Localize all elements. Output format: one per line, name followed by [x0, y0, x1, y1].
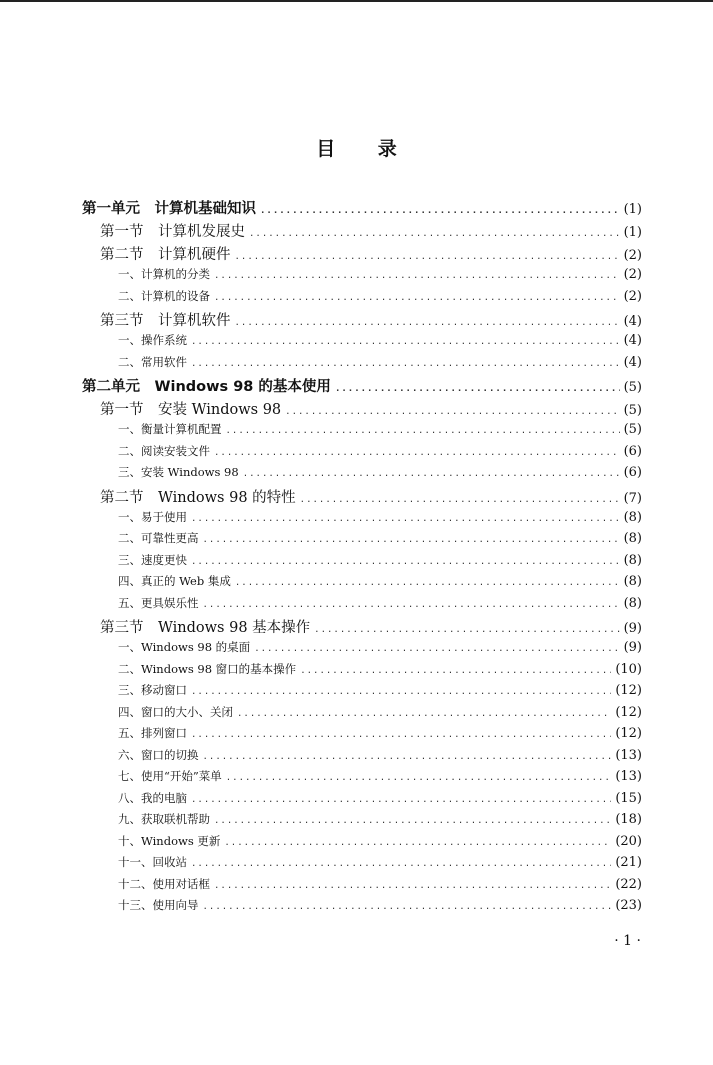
toc-entry-page: (8)	[623, 595, 642, 611]
toc-entry-label: 二、阅读安装文件	[118, 443, 210, 458]
dot-leader	[300, 666, 611, 676]
toc-subsection-entry[interactable]	[82, 443, 642, 465]
toc-subsection-entry[interactable]	[82, 288, 642, 310]
toc-entry-page: (9)	[623, 621, 642, 636]
toc-subsection-entry[interactable]	[82, 747, 642, 769]
toc-subsection-entry[interactable]	[82, 639, 642, 661]
dot-leader	[226, 773, 612, 783]
toc-entry-label: 第三节 计算机软件	[100, 313, 231, 329]
toc-entry-page: (4)	[623, 354, 642, 370]
toc-entry-label: 一、Windows 98 的桌面	[118, 640, 251, 654]
toc-subsection-entry[interactable]	[82, 897, 642, 919]
page-number: · 1 ·	[614, 933, 641, 949]
top-rule	[0, 0, 713, 2]
toc-entry-page: (8)	[623, 509, 642, 525]
toc-entry-label: 二、常用软件	[118, 354, 187, 369]
toc-subsection-entry[interactable]	[82, 266, 642, 288]
dot-leader	[214, 271, 620, 281]
toc-subsection-entry[interactable]	[82, 876, 642, 898]
dot-leader	[314, 625, 619, 635]
toc-entry-page: (22)	[615, 876, 642, 892]
page-title: 目 录	[316, 138, 415, 160]
toc-entry-label: 第一节 安装 Windows 98	[100, 402, 282, 418]
dot-leader	[335, 384, 620, 394]
toc-subsection-entry[interactable]	[82, 421, 642, 443]
toc-entry-label: 第一节 计算机发展史	[100, 224, 245, 240]
toc-subsection-entry[interactable]	[82, 332, 642, 354]
toc-entry-label: 七、使用“开始”菜单	[118, 769, 222, 783]
toc-section-entry[interactable]	[82, 309, 642, 332]
dot-leader	[191, 337, 620, 347]
toc-entry-page: (13)	[615, 747, 642, 763]
dot-leader	[235, 252, 620, 262]
toc-entry-page: (8)	[623, 552, 642, 568]
dot-leader	[235, 318, 620, 328]
toc-subsection-entry[interactable]	[82, 704, 642, 726]
toc-subsection-entry[interactable]	[82, 811, 642, 833]
toc-section-entry[interactable]	[82, 398, 642, 421]
toc-subsection-entry[interactable]	[82, 595, 642, 617]
toc-subsection-entry[interactable]	[82, 768, 642, 790]
dot-leader	[191, 687, 611, 697]
toc-entry-page: (1)	[623, 225, 642, 240]
toc-entry-page: (12)	[615, 726, 642, 741]
toc-entry-label: 十三、使用向导	[118, 898, 199, 912]
dot-leader	[214, 881, 611, 891]
toc-entry-page: (5)	[623, 380, 642, 395]
toc-entry-page: (8)	[623, 574, 642, 589]
dot-leader	[254, 644, 619, 654]
toc-entry-label: 第一单元 计算机基础知识	[82, 201, 256, 217]
toc-entry-page: (4)	[623, 314, 642, 329]
toc-entry-page: (20)	[615, 833, 642, 849]
toc-entry-label: 十、Windows 更新	[118, 833, 221, 848]
toc-section-entry[interactable]	[82, 486, 642, 509]
dot-leader	[203, 902, 612, 912]
toc-subsection-entry[interactable]	[82, 354, 642, 376]
toc-entry-label: 一、易于使用	[118, 509, 187, 524]
dot-leader	[214, 293, 620, 303]
dot-leader	[203, 752, 612, 762]
toc-entry-label: 二、计算机的设备	[118, 288, 210, 303]
toc-subsection-entry[interactable]	[82, 854, 642, 876]
toc-subsection-entry[interactable]	[82, 661, 642, 683]
toc-entry-label: 八、我的电脑	[118, 790, 187, 805]
toc-entry-label: 三、安装 Windows 98	[118, 465, 239, 479]
toc-entry-page: (12)	[615, 683, 642, 698]
toc-entry-page: (7)	[623, 490, 642, 506]
toc-entry-page: (5)	[623, 422, 642, 437]
dot-leader	[300, 495, 620, 505]
toc-subsection-entry[interactable]	[82, 509, 642, 531]
toc-subsection-entry[interactable]	[82, 573, 642, 595]
toc-subsection-entry[interactable]	[82, 790, 642, 812]
toc-entry-label: 三、移动窗口	[118, 683, 187, 697]
toc-entry-page: (12)	[615, 704, 642, 720]
dot-leader	[214, 816, 611, 826]
dot-leader	[191, 557, 620, 567]
dot-leader	[191, 514, 620, 524]
toc-entry-label: 十二、使用对话框	[118, 876, 210, 891]
dot-leader	[249, 229, 620, 239]
toc-unit-entry[interactable]	[82, 375, 642, 398]
dot-leader	[203, 535, 620, 545]
toc-unit-entry[interactable]	[82, 197, 642, 220]
dot-leader	[260, 206, 620, 216]
toc-entry-label: 二、Windows 98 窗口的基本操作	[118, 661, 297, 676]
toc-entry-page: (23)	[615, 898, 642, 913]
table-of-contents	[82, 197, 642, 919]
dot-leader	[203, 600, 620, 610]
toc-entry-label: 五、更具娱乐性	[118, 595, 199, 610]
toc-entry-page: (13)	[615, 769, 642, 784]
dot-leader	[191, 730, 611, 740]
toc-entry-label: 一、计算机的分类	[118, 267, 210, 281]
toc-entry-page: (2)	[623, 267, 642, 282]
dot-leader	[243, 469, 620, 479]
dot-leader	[285, 407, 619, 417]
dot-leader	[191, 359, 620, 369]
toc-entry-page: (18)	[615, 812, 642, 827]
toc-entry-label: 一、操作系统	[118, 333, 187, 347]
toc-subsection-entry[interactable]	[82, 530, 642, 552]
toc-entry-page: (9)	[623, 640, 642, 655]
toc-entry-page: (6)	[623, 443, 642, 459]
toc-entry-page: (21)	[615, 855, 642, 870]
toc-entry-page: (15)	[615, 790, 642, 806]
toc-entry-label: 十一、回收站	[118, 855, 187, 869]
toc-entry-page: (6)	[623, 465, 642, 480]
toc-entry-page: (10)	[615, 661, 642, 677]
toc-entry-label: 六、窗口的切换	[118, 747, 199, 762]
toc-entry-label: 三、速度更快	[118, 552, 187, 567]
toc-entry-page: (2)	[623, 288, 642, 304]
toc-entry-page: (4)	[623, 333, 642, 348]
toc-entry-page: (8)	[623, 531, 642, 546]
toc-entry-label: 二、可靠性更高	[118, 531, 199, 545]
dot-leader	[191, 795, 611, 805]
dot-leader	[235, 578, 620, 588]
toc-entry-page: (1)	[623, 202, 642, 217]
toc-entry-label: 四、真正的 Web 集成	[118, 574, 231, 588]
toc-entry-label: 一、衡量计算机配置	[118, 422, 222, 436]
toc-entry-page: (2)	[623, 248, 642, 263]
toc-section-entry[interactable]	[82, 243, 642, 266]
toc-subsection-entry[interactable]	[82, 682, 642, 704]
toc-entry-label: 第二节 Windows 98 的特性	[100, 489, 296, 506]
toc-entry-label: 第二节 计算机硬件	[100, 247, 231, 263]
dot-leader	[226, 426, 620, 436]
dot-leader	[237, 709, 611, 719]
toc-subsection-entry[interactable]	[82, 725, 642, 747]
toc-section-entry[interactable]	[82, 220, 642, 243]
toc-entry-page: (5)	[623, 403, 642, 418]
toc-entry-label: 第二单元 Windows 98 的基本使用	[82, 379, 331, 395]
toc-subsection-entry[interactable]	[82, 552, 642, 574]
toc-entry-label: 五、排列窗口	[118, 726, 187, 740]
toc-subsection-entry[interactable]	[82, 464, 642, 486]
dot-leader	[224, 838, 611, 848]
toc-section-entry[interactable]	[82, 616, 642, 639]
dot-leader	[214, 448, 620, 458]
toc-subsection-entry[interactable]	[82, 833, 642, 855]
toc-entry-label: 第三节 Windows 98 基本操作	[100, 620, 311, 636]
dot-leader	[191, 859, 611, 869]
toc-entry-label: 九、获取联机帮助	[118, 812, 210, 826]
toc-entry-label: 四、窗口的大小、关闭	[118, 704, 233, 719]
